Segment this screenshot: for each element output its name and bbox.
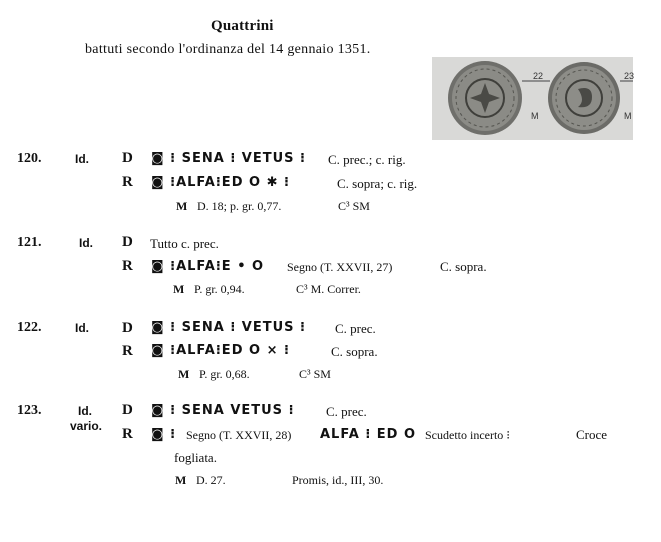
photo-label-m1: M bbox=[531, 111, 539, 121]
photo-label-m2: M bbox=[624, 111, 632, 121]
side-obverse: D bbox=[122, 402, 133, 418]
note: C. sopra; c. rig. bbox=[337, 176, 418, 191]
entry-number: 121. bbox=[17, 235, 42, 250]
meta-details: D. 27. bbox=[196, 473, 226, 487]
extra-note: Scudetto incerto ⁝ bbox=[425, 428, 511, 442]
metal-mark: M bbox=[175, 473, 187, 487]
note-continuation: fogliata. bbox=[174, 450, 217, 465]
meta-collection: C³ SM bbox=[299, 367, 331, 381]
sign-reference: Segno (T. XXVII, 28) bbox=[186, 428, 292, 442]
entry-number: 120. bbox=[17, 151, 42, 166]
legend: ◙ ⁝ SENA VETUS ⁝ bbox=[151, 403, 295, 418]
metal-mark: M bbox=[178, 367, 190, 381]
entry-id: Id. bbox=[75, 321, 89, 335]
scale-tick-23: 23 bbox=[624, 71, 635, 81]
page-subtitle: battuti secondo l'ordinanza del 14 gennaio 1351. bbox=[85, 42, 371, 57]
side-reverse: R bbox=[122, 174, 133, 190]
note: C. prec. bbox=[326, 404, 367, 419]
meta-collection: C³ SM bbox=[338, 199, 370, 213]
legend: ◙ ⁝ALFA⁝ED O × ⁝ bbox=[151, 343, 290, 358]
note: Croce bbox=[576, 427, 608, 442]
scale-tick-22: 22 bbox=[533, 71, 544, 81]
coin-obverse bbox=[448, 61, 522, 135]
note: C. sopra. bbox=[440, 259, 487, 274]
side-reverse: R bbox=[122, 426, 133, 442]
side-obverse: D bbox=[122, 320, 133, 336]
legend: ◙ ⁝ALFA⁝E • O bbox=[151, 259, 265, 274]
entry-id: Id. bbox=[75, 152, 89, 166]
meta-collection: C³ M. Correr. bbox=[296, 282, 361, 296]
coin-photo-svg bbox=[432, 57, 633, 140]
entry-number: 123. bbox=[17, 403, 42, 418]
legend: ALFA ⁝ ED O bbox=[320, 427, 417, 442]
meta-details: P. gr. 0,94. bbox=[194, 282, 245, 296]
side-obverse: D bbox=[122, 234, 133, 250]
legend: ◙ ⁝ALFA⁝ED O ✱ ⁝ bbox=[151, 175, 290, 190]
note: C. sopra. bbox=[331, 344, 378, 359]
note: C. prec.; c. rig. bbox=[328, 152, 406, 167]
sign-reference: Segno (T. XXVII, 27) bbox=[287, 260, 393, 274]
metal-mark: M bbox=[173, 282, 185, 296]
page-title: Quattrini bbox=[211, 18, 274, 34]
coin-reverse bbox=[548, 62, 620, 134]
metal-mark: M bbox=[176, 199, 188, 213]
side-reverse: R bbox=[122, 343, 133, 359]
coin-photo bbox=[432, 57, 633, 140]
side-obverse: D bbox=[122, 150, 133, 166]
side-reverse: R bbox=[122, 258, 133, 274]
note: C. prec. bbox=[335, 321, 376, 336]
legend: ◙ ⁝ SENA ⁝ VETUS ⁝ bbox=[151, 320, 306, 335]
entry-id: Id. bbox=[78, 404, 92, 418]
legend-prefix: ◙ ⁝ bbox=[151, 427, 177, 442]
legend: ◙ ⁝ SENA ⁝ VETUS ⁝ bbox=[151, 151, 306, 166]
entry-number: 122. bbox=[17, 320, 42, 335]
meta-details: D. 18; p. gr. 0,77. bbox=[197, 199, 282, 213]
meta-details: P. gr. 0,68. bbox=[199, 367, 250, 381]
entry-text: Tutto c. prec. bbox=[150, 236, 219, 251]
meta-collection: Promis, id., III, 30. bbox=[292, 473, 384, 487]
entry-id: Id. bbox=[79, 236, 93, 250]
entry-id-variant: vario. bbox=[70, 419, 103, 433]
